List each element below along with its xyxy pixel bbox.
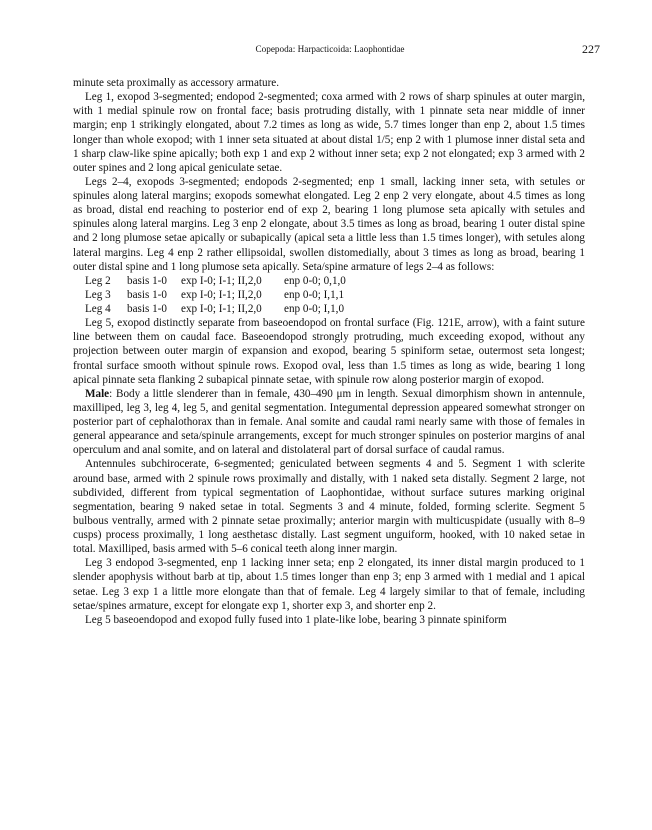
armature-enp: enp 0-0; I,1,1 (284, 288, 345, 301)
paragraph: minute seta proximally as accessory armature. (73, 77, 280, 89)
page-header (60, 42, 600, 56)
armature-leg: Leg 4 (85, 303, 111, 315)
armature-row (73, 302, 585, 316)
armature-row (73, 288, 585, 302)
armature-enp: enp 0-0; 0,1,0 (284, 274, 346, 287)
male-text: : Body a little slenderer than in female, 430–490 μm in length. Sexual dimorphism shown in antennule, maxilliped, leg 3, leg 4, leg 5, and genital segmentation. Integumental depression appeared somewhat stronger on posterior part of cephalothorax than in female. Anal somite and caudal rami nearly same with those of females in general appearance and seta/spinule arrangements, except for much stronger spinules on posterior margins of anal operculum and anal somite, and on lateral and distolateral part of dorsal surface of caudal ramus. (73, 387, 585, 457)
armature-enp: enp 0-0; I,1,0 (284, 303, 345, 315)
paragraph: Leg 3 endopod 3-segmented, enp 1 lacking inner seta; enp 2 elongated, its inner distal margin produced to 1 slender apophysis without barb at tip, about 1.5 times longer than enp 3; enp 3 armed with 1 medial and 1 apical setae. Leg 3 exp 1 a little more elongate than that of female. Leg 4 largely similar to that of female, including setae/spines armature, except for elongate exp 1, shorter exp 3, and shorter enp 2. (73, 557, 585, 612)
paragraph: Leg 5, exopod distinctly separate from baseoendopod on frontal surface (Fig. 121E, arrow), with a faint suture line between them on caudal face. Baseoendopod strongly protruding, much exceeding exopod, without any projection between outer margin of expansion and exopod, bearing 5 spiniform setae, outermost seta longest; frontal surface smooth without spinule rows. Exopod oval, less than 1.5 times as long as wide, bearing 1 long apical pinnate seta flanking 2 subapical pinnate setae, with spinule row along posterior margin of exopod. (73, 317, 585, 386)
armature-leg: Leg 3 (85, 288, 111, 301)
paragraph: Antennules subchirocerate, 6-segmented; geniculated between segments 4 and 5. Segment 1 with sclerite around base, armed with 2 spinule rows proximally and distally, with 1 naked seta distally. Segment 2 large, not subdivided, different from typical segmentation of Laophontidae, without surface sutures marking original segmentation, bearing 9 naked setae in total. Segments 3 and 4 minute, folded, forming sclerite. Segment 5 bulbous ventrally, armed with 2 pinnate setae proximally; anterior margin with multicuspidate (usually with 8–9 cusps) process proximally, 1 long aesthetasc distally. Last segment unguiform, hooked, with 10 naked setae in total. Maxilliped, basis armed with 5–6 conical teeth along inner margin. (73, 458, 585, 556)
armature-basis: basis 1-0 (127, 303, 167, 315)
running-title: Copepoda: Harpacticoida: Laophontidae (255, 44, 405, 54)
armature-basis: basis 1-0 (127, 288, 167, 301)
paragraph: Legs 2–4, exopods 3-segmented; endopods 2-segmented; enp 1 small, lacking inner seta, with setules or spinules along lateral margins; exopods somewhat elongated. Leg 2 enp 2 very elongate, about 4.5 times as long as broad, distal end reaching to posterior end of exp 2, bearing 1 long plumose seta apically with setules and spinules along lateral margins. Leg 3 enp 2 elongate, about 3.5 times as long as broad, bearing 1 outer distal spine and 2 long plumose setae apically or subapically (apical seta a little less than 1.5 times longer), with setules along lateral margins. Leg 4 enp 2 rather ellipsoidal, swollen distomedially, about 3 times as long as broad, bearing 1 outer distal spine and 1 long plumose seta apically. Seta/spine armature of legs 2–4 as follows: (73, 175, 585, 273)
paragraph: Leg 5 baseoendopod and exopod fully fused into 1 plate-like lobe, bearing 3 pinnate spiniform (85, 613, 507, 626)
armature-leg: Leg 2 (85, 274, 111, 287)
armature-exp: exp I-0; I-1; II,2,0 (181, 303, 262, 315)
armature-row (73, 274, 585, 288)
body-text (73, 76, 585, 627)
armature-basis: basis 1-0 (127, 274, 167, 287)
male-label: Male (85, 387, 110, 400)
armature-exp: exp I-0; I-1; II,2,0 (181, 288, 262, 301)
page-number: 227 (582, 42, 600, 56)
armature-exp: exp I-0; I-1; II,2,0 (181, 274, 262, 287)
male-paragraph (73, 387, 585, 458)
paragraph: Leg 1, exopod 3-segmented; endopod 2-segmented; coxa armed with 2 rows of sharp spinules at outer margin, with 1 medial spinule row on frontal face; basis protruding distally, with 1 pinnate seta near middle of inner margin; enp 1 strikingly elongated, about 7.2 times as long as wide, 5.7 times longer than enp 2, about 1.5 times longer than whole exopod; with 1 inner seta situated at about distal 1/5; enp 2 with 1 plumose inner distal seta and 1 sharp claw-like spine apically; both exp 1 and exp 2 without inner seta; exp 2 not elongated; exp 3 armed with 2 outer spines and 2 long apical geniculate setae. (73, 91, 585, 174)
